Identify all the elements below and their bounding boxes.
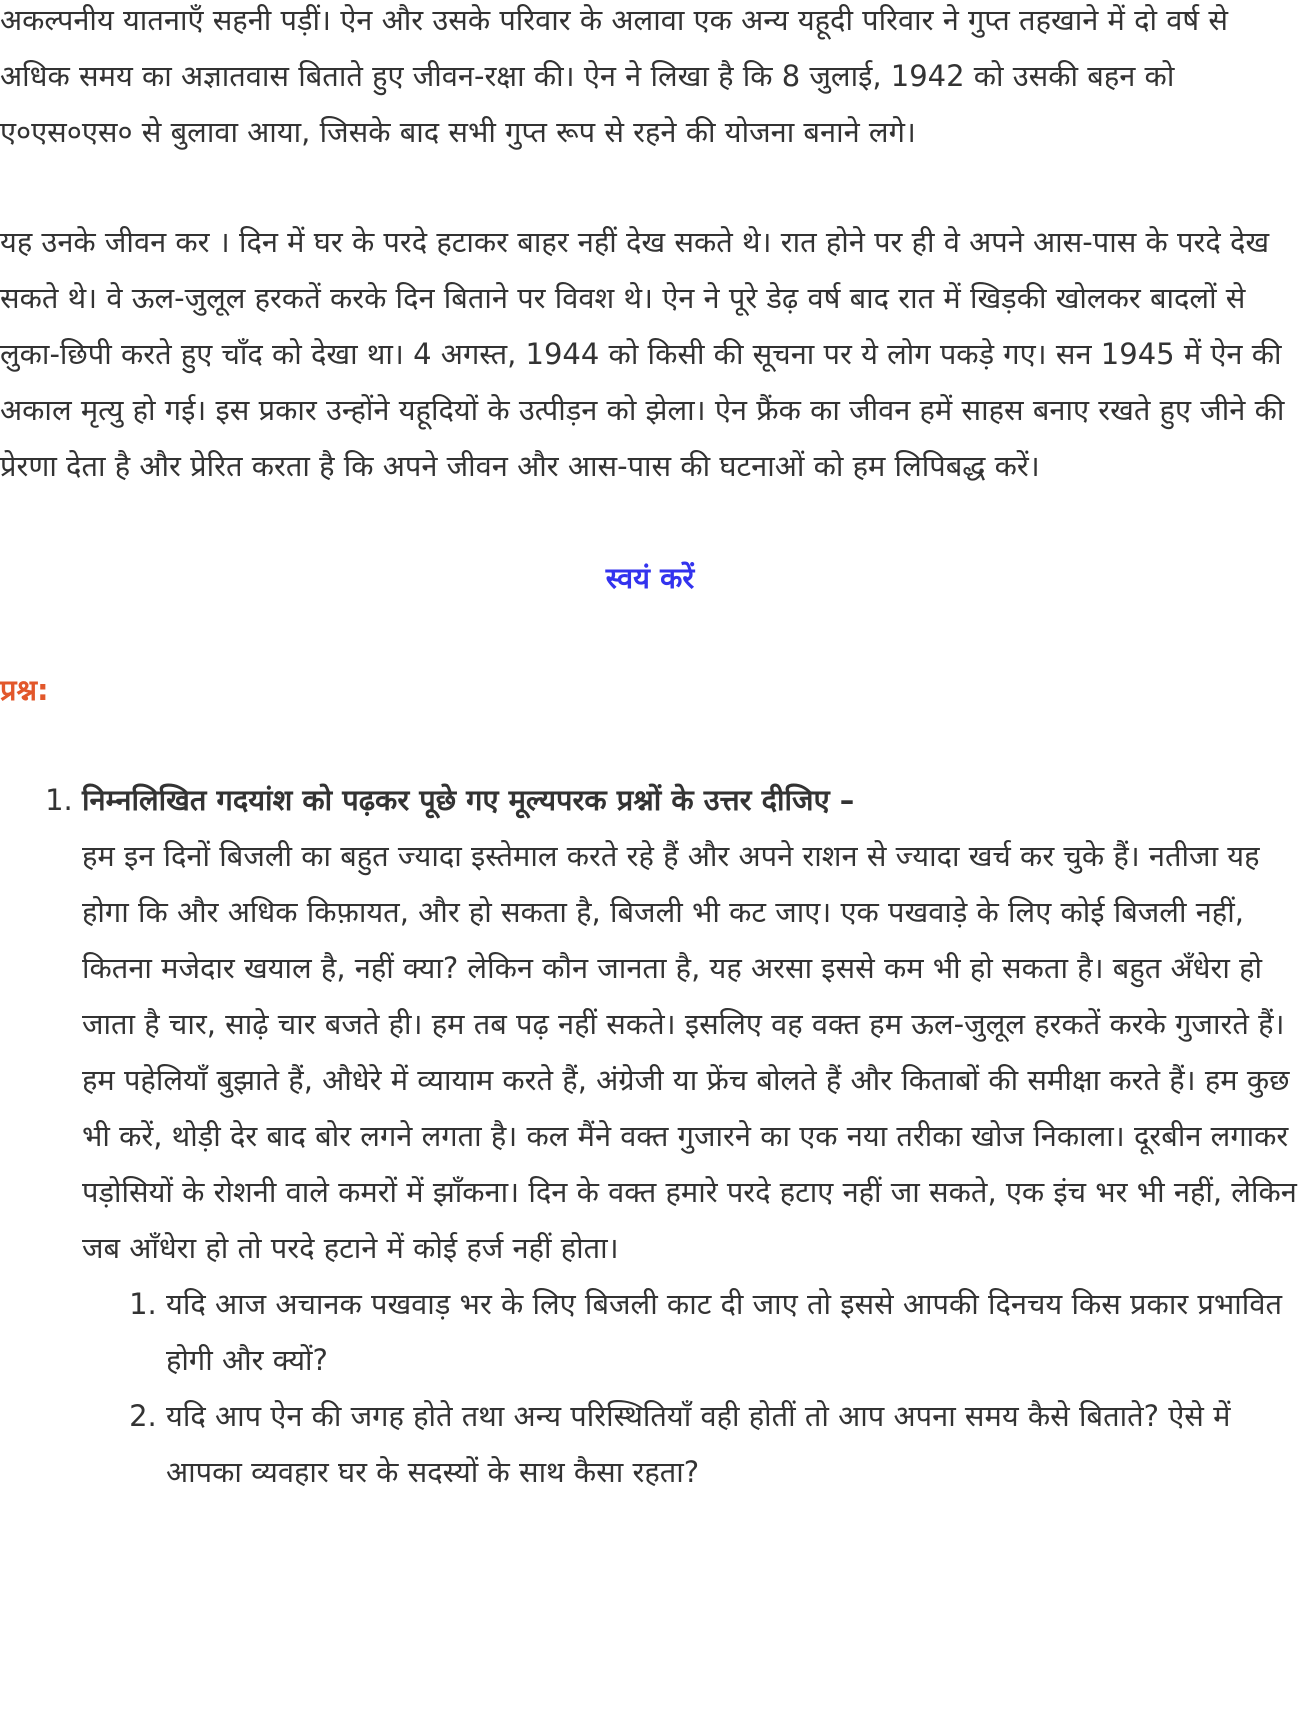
subquestion-item: 2. यदि आप ऐन की जगह होते तथा अन्य परिस्थितियाँ वही होतीं तो आप अपना समय कैसे बिताते? ऐसे में आपका व्यवहार घर के सदस्यों के साथ कैसा रहता? — [166, 1388, 1300, 1500]
subquestion-item: 1. यदि आज अचानक पखवाड़ भर के लिए बिजली काट दी जाए तो इससे आपकी दिनचय किस प्रकार प्रभावित होगी और क्यों? — [166, 1276, 1300, 1388]
paragraph-2: यह उनके जीवन कर । दिन में घर के परदे हटाकर बाहर नहीं देख सकते थे। रात होने पर ही वे अपने आस-पास के परदे देख सकते थे। वे ऊल-जुलूल हरकतें करके दिन बिताने पर विवश थे। ऐन ने पूरे डेढ़ वर्ष बाद रात में खिड़की खोलकर बादलों से लुका-छिपी करते हुए चाँद को देखा था। 4 अगस्त, 1944 को किसी की सूचना पर ये लोग पकड़े गए। सन 1945 में ऐन की अकाल मृत्यु हो गई। इस प्रकार उन्होंने यहूदियों के उत्पीड़न को झेला। ऐन फ्रैंक का जीवन हमें साहस बनाए रखते हुए जीने की प्रेरणा देता है और प्रेरित करता है कि अपने जीवन और आस-पास की घटनाओं को हम लिपिबद्ध करें। — [0, 225, 1285, 483]
question-item — [82, 772, 1300, 1500]
question-title: 1. निम्नलिखित गदयांश को पढ़कर पूछे गए मूल्यपरक प्रश्नों के उत्तर दीजिए – — [82, 783, 855, 817]
subquestion-list — [82, 1276, 1300, 1500]
questions-label: प्रश्न: — [0, 673, 49, 707]
question-passage: हम इन दिनों बिजली का बहुत ज्यादा इस्तेमाल करते रहे हैं और अपने राशन से ज्यादा खर्च कर चुके हैं। नतीजा यह होगा कि और अधिक किफ़ायत, और हो सकता है, बिजली भी कट जाए। एक पखवाड़े के लिए कोई बिजली नहीं, कितना मजेदार खयाल है, नहीं क्या? लेकिन कौन जानता है, यह अरसा इससे कम भी हो सकता है। बहुत अँधेरा हो जाता है चार, साढ़े चार बजते ही। हम तब पढ़ नहीं सकते। इसलिए वह वक्त हम ऊल-जुलूल हरकतें करके गुजारते हैं। हम पहेलियाँ बुझाते हैं, औधेरे में व्यायाम करते हैं, अंग्रेजी या फ्रेंच बोलते हैं और किताबों की समीक्षा करते हैं। हम कुछ भी करें, थोड़ी देर बाद बोर लगने लगता है। कल मैंने वक्त गुजारने का एक नया तरीका खोज निकाला। दूरबीन लगाकर पड़ोसियों के रोशनी वाले कमरों में झाँकना। दिन के वक्त हमारे परदे हटाए नहीं जा सकते, एक इंच भर भी नहीं, लेकिन जब आँधेरा हो तो परदे हटाने में कोई हर्ज नहीं होता। — [82, 839, 1297, 1265]
paragraph-1: अकल्पनीय यातनाएँ सहनी पड़ीं। ऐन और उसके परिवार के अलावा एक अन्य यहूदी परिवार ने गुप्त तहखाने में दो वर्ष से अधिक समय का अज्ञातवास बिताते हुए जीवन-रक्षा की। ऐन ने लिखा है कि 8 जुलाई, 1942 को उसकी बहन को ए०एस०एस० से बुलावा आया, जिसके बाद सभी गुप्त रूप से रहने की योजना बनाने लगे। — [0, 3, 1228, 149]
question-list — [0, 772, 1300, 1500]
section-heading: स्वयं करें — [605, 561, 695, 595]
